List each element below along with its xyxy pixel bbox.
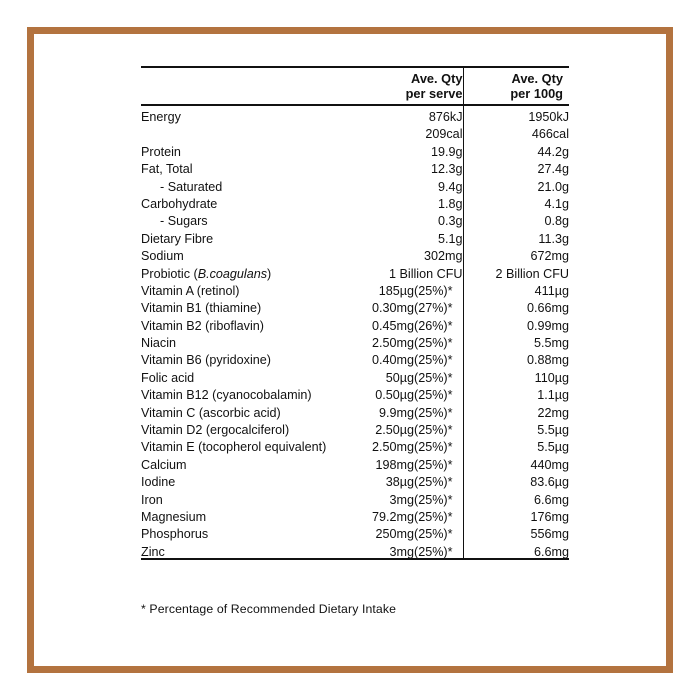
nutrient-name-text: - Saturated (160, 179, 223, 194)
table-row (141, 141, 569, 158)
table-row (141, 402, 569, 419)
value-per-100g: 11.3g (538, 231, 569, 246)
nutrient-name (141, 176, 346, 193)
nutrient-name (141, 402, 346, 419)
value-per-serve: 302mg (346, 245, 463, 262)
table-row (141, 454, 569, 471)
table-row (141, 437, 569, 454)
nutrient-name (141, 437, 346, 454)
value-per-100g: 21.0g (537, 179, 569, 194)
value-per-100g: 440mg (530, 457, 569, 472)
value-per-serve: 1.8g (346, 193, 463, 210)
value-per-serve: 38µg (385, 475, 414, 490)
table-row (141, 506, 569, 523)
nutrient-name-text: Folic acid (141, 370, 195, 385)
nutrient-name-text: Vitamin B1 (thiamine) (141, 301, 262, 316)
value-per-100g: 1.1µg (537, 388, 569, 403)
nutrient-name-text: Niacin (141, 336, 176, 351)
value-per-serve: 12.3g (346, 158, 463, 175)
percentage-rdi: (25%)* (414, 489, 463, 506)
value-per-serve: 9.9mg (378, 405, 414, 420)
value-per-100g: 466cal (531, 127, 569, 142)
value-per-serve: 3mg (389, 544, 414, 559)
value-per-100g: 4.1g (544, 196, 569, 211)
value-per-100g: 83.6µg (530, 475, 569, 490)
nutrient-name-text: Vitamin B2 (riboflavin) (141, 318, 264, 333)
nutrient-name (141, 158, 346, 175)
value-per-serve: 2.50µg (375, 423, 414, 438)
value-per-serve: 209cal (346, 124, 463, 141)
table-row (141, 124, 569, 141)
value-per-100g: 27.4g (537, 162, 569, 177)
percentage-rdi: (25%)* (414, 454, 463, 471)
value-per-100g: 176mg (530, 509, 569, 524)
percentage-rdi: (25%)* (414, 280, 463, 297)
value-per-100g: 0.8g (544, 214, 569, 229)
nutrient-name-text: Energy (141, 109, 181, 124)
nutrient-name (141, 367, 346, 384)
value-per-serve: 2.50mg (371, 336, 414, 351)
nutrient-name-text: Zinc (141, 544, 165, 559)
value-per-serve: 19.9g (346, 141, 463, 158)
table-row (141, 489, 569, 506)
table-row (141, 263, 569, 280)
percentage-rdi: (25%)* (414, 506, 463, 523)
nutrient-name-text: Probiotic (B.coagulans) (141, 266, 272, 281)
table-row (141, 176, 569, 193)
nutrition-table-body (141, 67, 569, 560)
header-per-serve (346, 68, 463, 101)
value-per-100g: 6.6mg (533, 492, 569, 507)
nutrient-name (141, 454, 346, 471)
header-nutrient-column (141, 68, 346, 101)
nutrient-name-text: Vitamin D2 (ergocalciferol) (141, 423, 290, 438)
percentage-rdi: (25%)* (414, 437, 463, 454)
value-per-100g: 2 Billion CFU (495, 266, 569, 281)
value-per-serve: 0.50µg (375, 388, 414, 403)
table-row (141, 419, 569, 436)
header-per-serve-line2: per serve (405, 86, 463, 102)
percentage-rdi: (25%)* (414, 524, 463, 541)
value-per-100g: 5.5mg (533, 336, 569, 351)
nutrient-name (141, 506, 346, 523)
table-row (141, 350, 569, 367)
table-row (141, 332, 569, 349)
nutrient-name-text: Vitamin C (ascorbic acid) (141, 405, 281, 420)
nutrient-name (141, 245, 346, 262)
value-per-serve: 1 Billion CFU (346, 263, 463, 280)
value-per-serve: 2.50mg (371, 440, 414, 455)
table-row (141, 158, 569, 175)
nutrient-name-text: - Sugars (160, 214, 208, 229)
table-row (141, 524, 569, 541)
nutrient-name-text: Vitamin A (retinol) (141, 283, 240, 298)
table-row (141, 106, 569, 123)
table-header-row (141, 68, 569, 101)
value-per-100g: 411µg (534, 283, 569, 298)
table-row (141, 211, 569, 228)
nutrition-information-panel (141, 66, 569, 560)
value-per-100g: 5.5µg (537, 440, 569, 455)
value-per-serve: 5.1g (346, 228, 463, 245)
nutrient-name-text: Vitamin B6 (pyridoxine) (141, 353, 271, 368)
header-per-serve-line1: Ave. Qty (411, 71, 463, 86)
nutrient-name (141, 228, 346, 245)
value-per-serve: 198mg (375, 457, 414, 472)
value-per-100g: 0.88mg (526, 353, 569, 368)
nutrient-name (141, 315, 346, 332)
nutrient-name (141, 524, 346, 541)
value-per-100g: 1950kJ (528, 109, 569, 124)
header-per-100g-line2: per 100g (510, 86, 563, 102)
nutrient-name-text: Magnesium (141, 509, 207, 524)
table-row (141, 384, 569, 401)
percentage-rdi: (25%)* (414, 402, 463, 419)
value-per-serve: 50µg (385, 370, 414, 385)
percentage-rdi: (25%)* (414, 367, 463, 384)
header-per-100g-line1: Ave. Qty (511, 71, 563, 86)
nutrient-name (141, 471, 346, 488)
nutrient-name-text: Fat, Total (141, 162, 193, 177)
value-per-serve: 9.4g (346, 176, 463, 193)
nutrient-name-text: Protein (141, 144, 181, 159)
table-row (141, 315, 569, 332)
nutrient-name (141, 141, 346, 158)
nutrient-name (141, 419, 346, 436)
value-per-serve: 0.30mg (371, 301, 414, 316)
nutrition-table (141, 66, 569, 560)
table-row (141, 541, 569, 559)
nutrient-name-text: Iron (141, 492, 163, 507)
nutrient-name (141, 350, 346, 367)
table-row (141, 228, 569, 245)
value-per-100g: 22mg (537, 405, 569, 420)
nutrient-name-text: Calcium (141, 457, 187, 472)
footnote-rdi: * Percentage of Recommended Dietary Intake (141, 602, 397, 616)
nutrient-name-text: Carbohydrate (141, 196, 218, 211)
value-per-100g: 672mg (530, 249, 569, 264)
nutrient-name-text: Vitamin E (tocopherol equivalent) (141, 440, 327, 455)
nutrient-name-text: Dietary Fibre (141, 231, 214, 246)
table-row (141, 297, 569, 314)
nutrient-name-text: Vitamin B12 (cyanocobalamin) (141, 388, 312, 403)
value-per-serve: 0.3g (346, 211, 463, 228)
nutrient-name (141, 124, 346, 141)
table-row (141, 367, 569, 384)
percentage-rdi: (25%)* (414, 541, 463, 559)
value-per-100g: 5.5µg (537, 423, 569, 438)
value-per-serve: 79.2mg (371, 509, 414, 524)
nutrient-name-text: Iodine (141, 475, 176, 490)
value-per-100g: 44.2g (537, 144, 569, 159)
value-per-serve: 0.40mg (371, 353, 414, 368)
nutrient-name (141, 106, 346, 123)
nutrient-name (141, 280, 346, 297)
header-per-100g (463, 68, 569, 101)
nutrient-name (141, 193, 346, 210)
nutrient-name (141, 263, 346, 280)
percentage-rdi: (26%)* (414, 315, 463, 332)
table-row (141, 193, 569, 210)
percentage-rdi: (25%)* (414, 332, 463, 349)
value-per-serve: 876kJ (346, 106, 463, 123)
nutrient-name-text: Phosphorus (141, 527, 209, 542)
nutrient-name (141, 211, 346, 228)
nutrient-name-text: Sodium (141, 249, 184, 264)
value-per-100g: 6.6mg (533, 544, 569, 559)
percentage-rdi: (25%)* (414, 471, 463, 488)
nutrient-name (141, 541, 346, 559)
nutrient-name (141, 332, 346, 349)
horizontal-rule (141, 559, 569, 560)
percentage-rdi: (27%)* (414, 297, 463, 314)
value-per-100g: 0.99mg (526, 318, 569, 333)
nutrient-name (141, 384, 346, 401)
value-per-serve: 185µg (378, 283, 414, 298)
nutrient-name (141, 297, 346, 314)
percentage-rdi: (25%)* (414, 350, 463, 367)
value-per-serve: 0.45mg (371, 318, 414, 333)
table-row (141, 471, 569, 488)
value-per-100g: 0.66mg (526, 301, 569, 316)
value-per-serve: 3mg (389, 492, 414, 507)
nutrient-name (141, 489, 346, 506)
species-name: B.coagulans (197, 266, 268, 281)
table-row (141, 245, 569, 262)
percentage-rdi: (25%)* (414, 419, 463, 436)
value-per-serve: 250mg (375, 527, 414, 542)
value-per-100g: 556mg (530, 527, 569, 542)
percentage-rdi: (25%)* (414, 384, 463, 401)
table-row (141, 280, 569, 297)
table-bottom-rule (141, 559, 569, 560)
value-per-100g: 110µg (534, 370, 569, 385)
